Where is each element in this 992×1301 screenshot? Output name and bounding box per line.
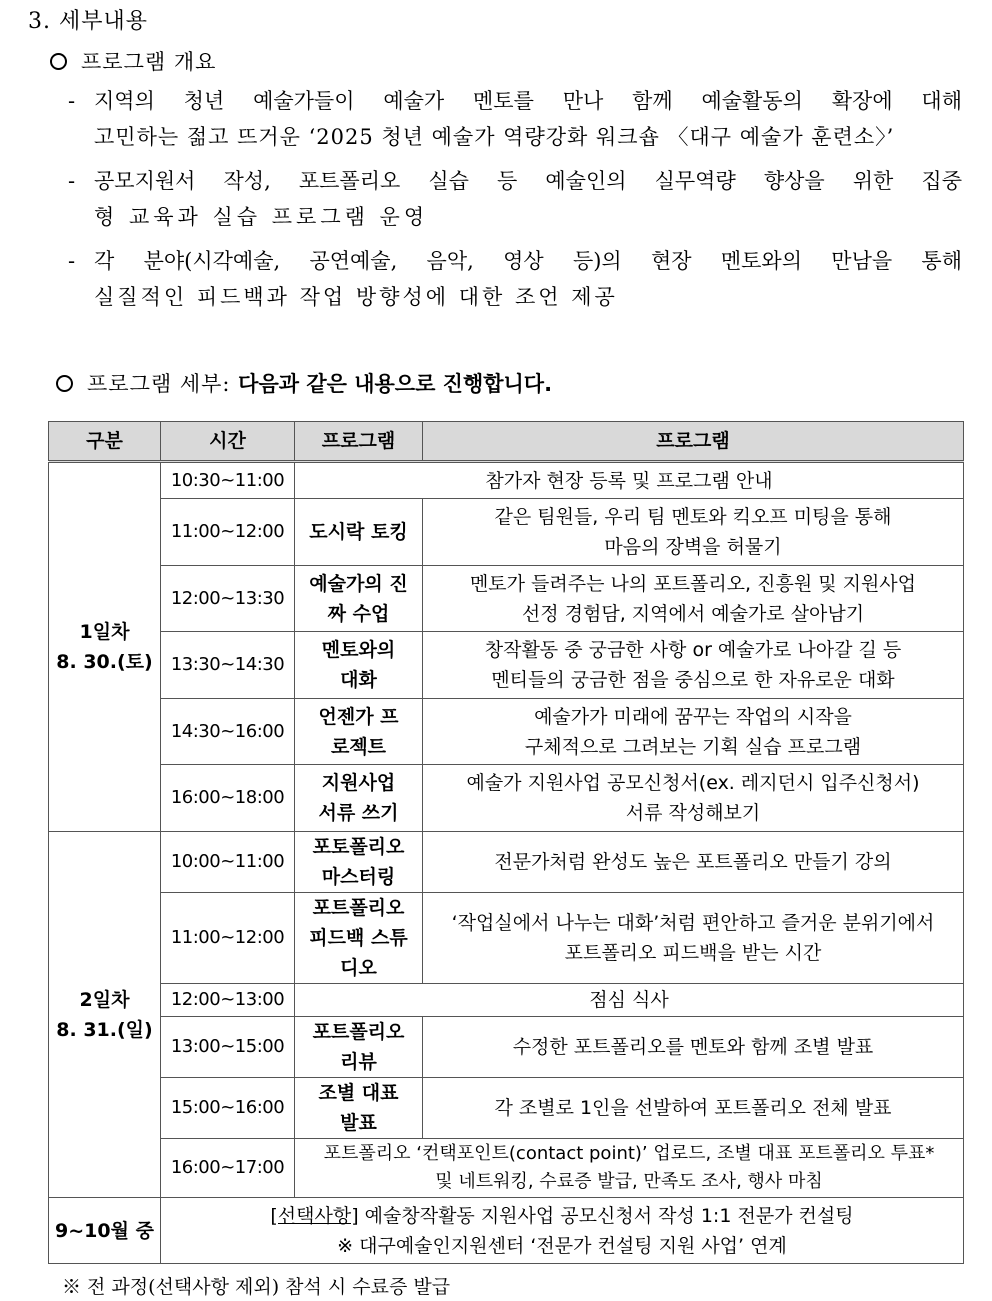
table-row: [49, 1078, 964, 1139]
desc-line: 구체적으로 그려보는 기획 실습 프로그램: [524, 735, 862, 758]
program-name-cell: [295, 632, 423, 699]
program-name: 멘토와의 대화: [321, 639, 396, 691]
program-name: 포토폴리오 마스터링: [312, 836, 405, 888]
time-cell: 11:00~12:00: [161, 893, 295, 984]
table-row: [49, 499, 964, 566]
time-cell: 16:00~18:00: [161, 765, 295, 832]
desc-line: 및 네트워킹, 수료증 발급, 만족도 조사, 행사 마침: [435, 1171, 823, 1192]
overview-item-2: [68, 163, 962, 235]
table-row: [49, 699, 964, 765]
table-header-row: [49, 422, 964, 462]
dash-bullet: -: [68, 89, 76, 113]
time-cell: 10:30~11:00: [161, 462, 295, 499]
program-name-cell: [295, 699, 423, 765]
table-row: [49, 1017, 964, 1078]
overview-item-2-line-1: 공모지원서 작성, 포트폴리오 실습 등 예술인의 실무역량 향상을 위한 집중: [94, 169, 962, 193]
optional-line-1-text: 예술창작활동 지원사업 공모신청서 작성 1:1 전문가 컨설팅: [358, 1204, 854, 1227]
desc-line: 같은 팀원들, 우리 팀 멘토와 킥오프 미팅을 통해: [494, 506, 892, 528]
desc-line: 참가자 현장 등록 및 프로그램 안내: [485, 469, 773, 492]
program-name-cell: [295, 832, 423, 893]
overview-item-3-line-2: 실질적인 피드백과 작업 방향성에 대한 조언 제공: [94, 285, 618, 309]
optional-line-2: ※ 대구예술인지원센터 ‘전문가 컨설팅 지원 사업’ 연계: [337, 1234, 787, 1257]
desc-cell: [423, 1078, 964, 1139]
desc-line: 각 조별로 1인을 선발하여 포트폴리오 전체 발표: [494, 1097, 892, 1119]
table-row: [49, 566, 964, 632]
program-name-cell: [295, 893, 423, 984]
desc-line: 서류 작성해보기: [625, 802, 761, 824]
program-name: 예술가의 진짜 수업: [309, 572, 408, 625]
overview-heading-text: 프로그램 개요: [81, 50, 217, 74]
desc-line: 선정 경험담, 지역에서 예술가로 살아남기: [521, 602, 865, 625]
table-row: [49, 893, 964, 984]
desc-cell: [423, 832, 964, 893]
circle-bullet-icon: [50, 53, 67, 70]
header-time: 시간: [161, 422, 295, 462]
desc-cell: [423, 1017, 964, 1078]
day1-date: 8. 30.(토): [56, 651, 153, 673]
desc-cell: [423, 632, 964, 699]
day2-cell: [49, 832, 161, 1198]
header-program-detail: 프로그램: [423, 422, 964, 462]
time-cell: 15:00~16:00: [161, 1078, 295, 1139]
program-name-cell: [295, 1017, 423, 1078]
table-row-optional: [49, 1198, 964, 1264]
time-cell: 16:00~17:00: [161, 1139, 295, 1198]
desc-line: 예술가가 미래에 꿈꾸는 작업의 시작을: [534, 705, 852, 728]
optional-desc-cell: [161, 1198, 964, 1264]
program-name: 포트폴리오 리뷰: [312, 1021, 405, 1073]
desc-line: 멘티들의 궁금한 점을 중심으로 한 자유로운 대화: [491, 669, 895, 691]
time-cell: 13:00~15:00: [161, 1017, 295, 1078]
header-category: 구분: [49, 422, 161, 462]
table-row: [49, 1139, 964, 1198]
optional-tag: [선택사항]: [270, 1204, 359, 1227]
detail-heading-bold: 다음과 같은 내용으로 진행합니다.: [238, 372, 553, 396]
day1-cell: [49, 462, 161, 832]
day2-date: 8. 31.(일): [56, 1018, 153, 1041]
overview-heading: [50, 46, 216, 76]
table-row: [49, 984, 964, 1017]
detail-heading: [56, 368, 552, 398]
optional-line-1: [165, 1201, 959, 1231]
desc-line: 포트폴리오 피드백을 받는 시간: [564, 942, 822, 964]
time-cell: 12:00~13:00: [161, 984, 295, 1017]
desc-line: ‘작업실에서 나누는 대화’처럼 편안하고 즐거운 분위기에서: [451, 912, 935, 934]
day2-label: 2일차: [79, 988, 130, 1011]
overview-item-2-line-2: 형 교육과 실습 프로그램 운영: [94, 205, 429, 229]
program-name-cell: [295, 1078, 423, 1139]
desc-cell: [423, 765, 964, 832]
time-cell: 14:30~16:00: [161, 699, 295, 765]
program-name: 언젠가 프로젝트: [318, 705, 399, 758]
program-name-cell: [295, 566, 423, 632]
program-name-cell: 도시락 토킹: [295, 499, 423, 566]
program-name-cell: [295, 765, 423, 832]
desc-cell: [295, 462, 964, 499]
desc-cell: [423, 699, 964, 765]
desc-cell: [295, 1139, 964, 1198]
dash-bullet: -: [68, 249, 76, 273]
table-row: [49, 832, 964, 893]
optional-period-cell: 9~10월 중: [49, 1198, 161, 1264]
desc-cell: [423, 893, 964, 984]
desc-line: 마음의 장벽을 허물기: [604, 536, 782, 558]
detail-heading-prefix: 프로그램 세부:: [87, 372, 239, 396]
schedule-table: [48, 421, 964, 1264]
dash-bullet: -: [68, 169, 76, 193]
desc-line: 전문가처럼 완성도 높은 포트폴리오 만들기 강의: [494, 851, 892, 873]
table-row: [49, 632, 964, 699]
overview-item-1-line-2: 고민하는 젊고 뜨거운 ‘2025 청년 예술가 역량강화 워크숍 〈대구 예술가 훈련소〉’: [94, 125, 895, 149]
overview-item-3-line-1: 각 분야(시각예술, 공연예술, 음악, 영상 등)의 현장 멘토와의 만남을 통해: [94, 249, 962, 273]
time-cell: 10:00~11:00: [161, 832, 295, 893]
overview-item-1: [68, 83, 962, 155]
desc-line: 포트폴리오 ‘컨택포인트(contact point)’ 업로드, 조별 대표 포트폴리오 투표*: [323, 1143, 935, 1164]
time-cell: 13:30~14:30: [161, 632, 295, 699]
table-row: [49, 765, 964, 832]
header-program: 프로그램: [295, 422, 423, 462]
table-row: [49, 462, 964, 499]
program-name: 포트폴리오 피드백 스튜디오: [309, 897, 408, 979]
overview-item-3: [68, 243, 962, 315]
desc-cell: [423, 566, 964, 632]
desc-line: 예술가 지원사업 공모신청서(ex. 레지던시 입주신청서): [466, 772, 920, 794]
circle-bullet-icon: [56, 375, 73, 392]
desc-cell: [423, 499, 964, 566]
footnote: ※ 전 과정(선택사항 제외) 참석 시 수료증 발급: [62, 1276, 451, 1298]
time-cell: 11:00~12:00: [161, 499, 295, 566]
program-name: 지원사업 서류 쓰기: [318, 772, 399, 824]
program-name: 조별 대표 발표: [318, 1082, 399, 1134]
desc-line: 수정한 포트폴리오를 멘토와 함께 조별 발표: [512, 1036, 874, 1058]
desc-line: 멘토가 들려주는 나의 포트폴리오, 진흥원 및 지원사업: [469, 572, 917, 595]
overview-item-1-line-1: 지역의 청년 예술가들이 예술가 멘토를 만나 함께 예술활동의 확장에 대해: [94, 89, 962, 113]
day1-label: 1일차: [79, 621, 130, 643]
desc-line: 창작활동 중 궁금한 사항 or 예술가로 나아갈 길 등: [484, 639, 902, 661]
desc-cell: [295, 984, 964, 1017]
desc-line: 점심 식사: [589, 989, 669, 1011]
time-cell: 12:00~13:30: [161, 566, 295, 632]
section-title: 3. 세부내용: [28, 9, 148, 34]
